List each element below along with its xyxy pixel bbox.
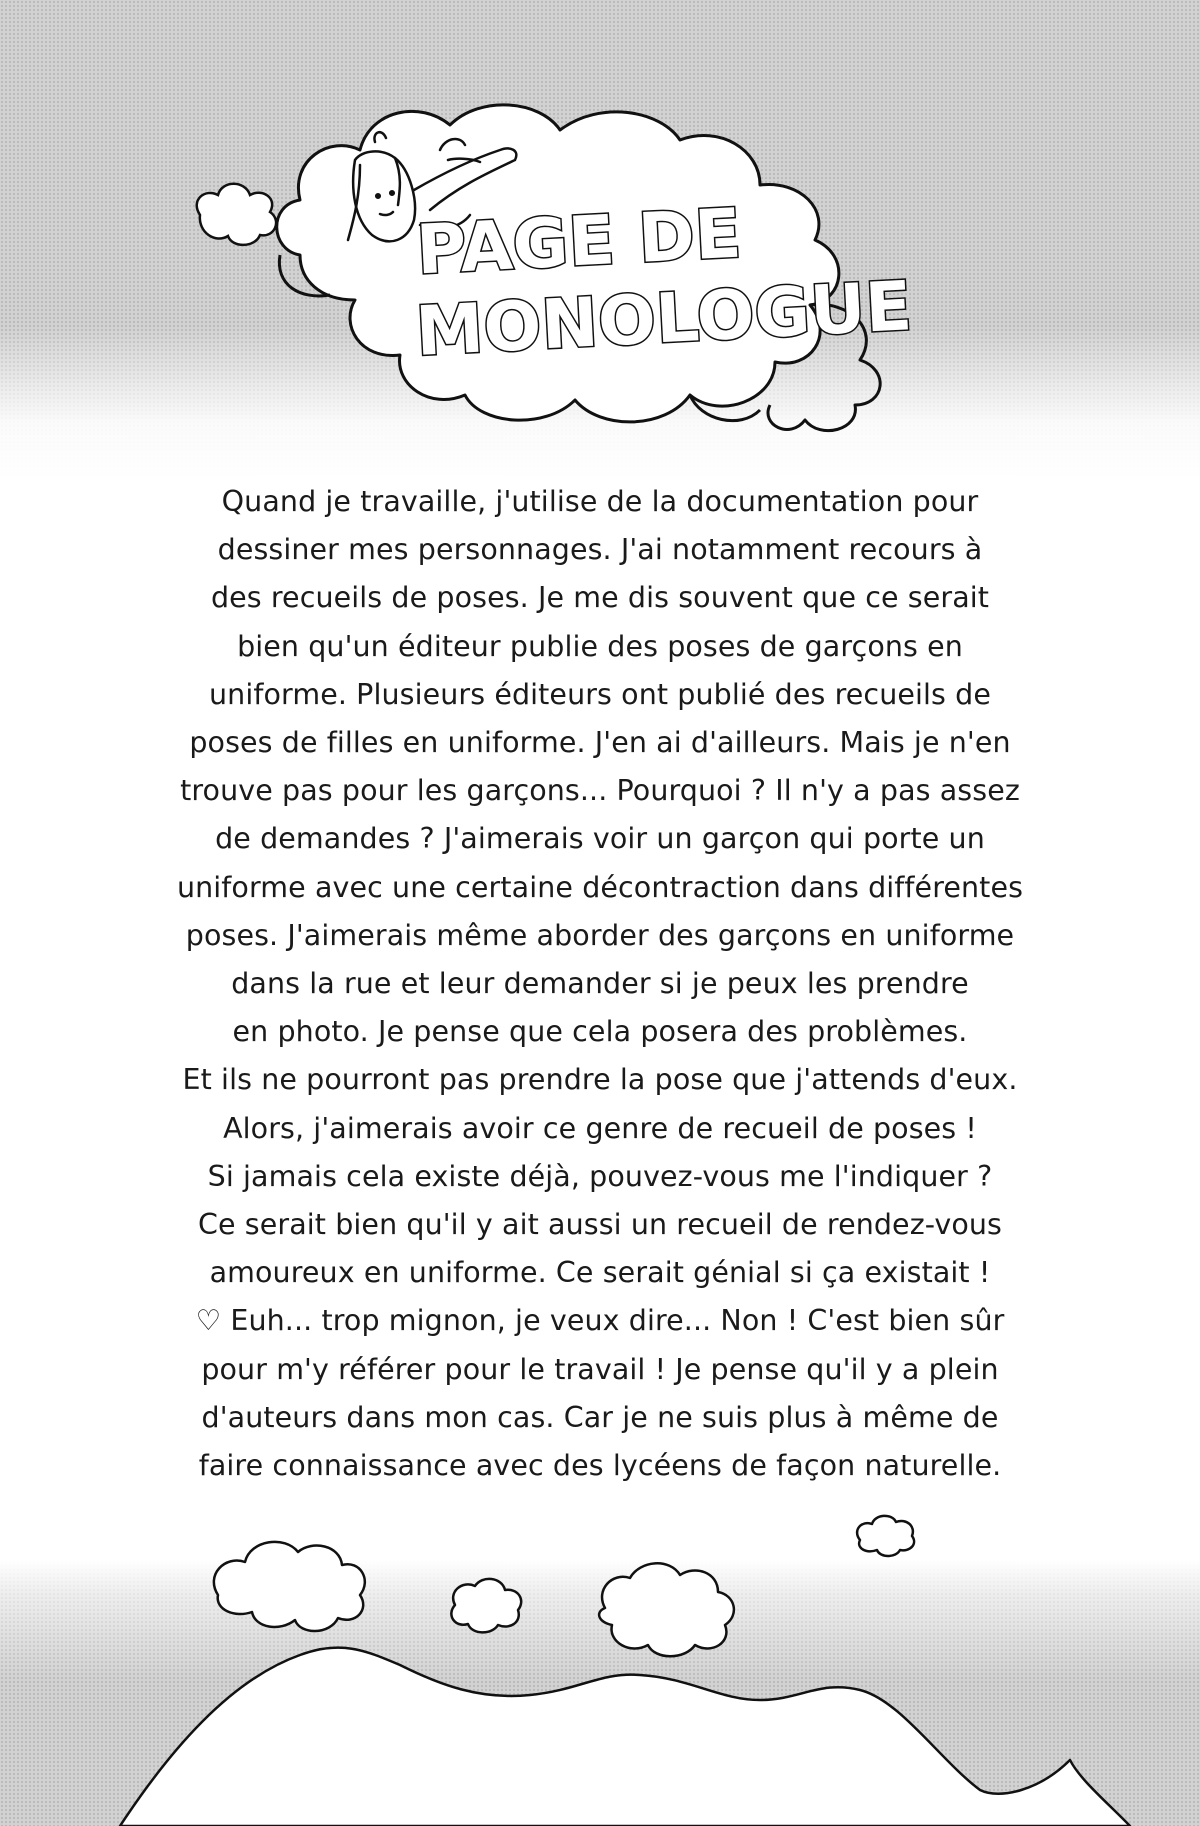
monologue-line: uniforme. Plusieurs éditeurs ont publié des recueils de xyxy=(209,677,991,711)
monologue-line: des recueils de poses. Je me dis souvent que ce serait xyxy=(210,581,990,615)
monologue-line: Quand je travaille, j'utilise de la documentation pour xyxy=(221,485,979,518)
monologue-text xyxy=(170,478,1030,1490)
monologue-line: Ce serait bien qu'il y ait aussi un recueil de rendez-vous xyxy=(198,1208,1002,1242)
monologue-line: Alors, j'aimerais avoir ce genre de recueil de poses ! xyxy=(223,1111,977,1145)
monologue-line: poses. J'aimerais même aborder des garçons en uniforme xyxy=(185,918,1015,952)
monologue-line: poses de filles en uniforme. J'en ai d'ailleurs. Mais je n'en xyxy=(189,726,1011,760)
monologue-line: faire connaissance avec des lycéens de façon naturelle. xyxy=(198,1449,1002,1483)
monologue-line: pour m'y référer pour le travail ! Je pense qu'il y a plein xyxy=(201,1352,999,1386)
monologue-line: uniforme avec une certaine décontraction dans différentes xyxy=(176,870,1024,904)
monologue-line: de demandes ? J'aimerais voir un garçon qui porte un xyxy=(215,822,985,856)
monologue-line: en photo. Je pense que cela posera des problèmes. xyxy=(232,1015,968,1049)
monologue-line: d'auteurs dans mon cas. Car je ne suis plus à même de xyxy=(201,1400,999,1434)
title-line-2: MONOLOGUE xyxy=(413,267,914,372)
monologue-line: trouve pas pour les garçons... Pourquoi ? Il n'y a pas assez xyxy=(180,774,1020,808)
monologue-line: Si jamais cela existe déjà, pouvez-vous me l'indiquer ? xyxy=(207,1159,993,1193)
title-line-1: PAGE DE xyxy=(414,194,744,291)
monologue-line: ♡ Euh... trop mignon, je veux dire... Non ! C'est bien sûr xyxy=(195,1304,1005,1338)
monologue-line: dessiner mes personnages. J'ai notamment recours à xyxy=(217,533,983,567)
monologue-line: Et ils ne pourront pas prendre la pose que j'attends d'eux. xyxy=(182,1063,1018,1097)
monologue-line: dans la rue et leur demander si je peux les prendre xyxy=(231,967,969,1001)
monologue-line: bien qu'un éditeur publie des poses de garçons en xyxy=(237,629,963,663)
monologue-line: amoureux en uniforme. Ce serait génial si ça existait ! xyxy=(209,1256,991,1290)
small-cloud-left-icon xyxy=(197,184,276,245)
